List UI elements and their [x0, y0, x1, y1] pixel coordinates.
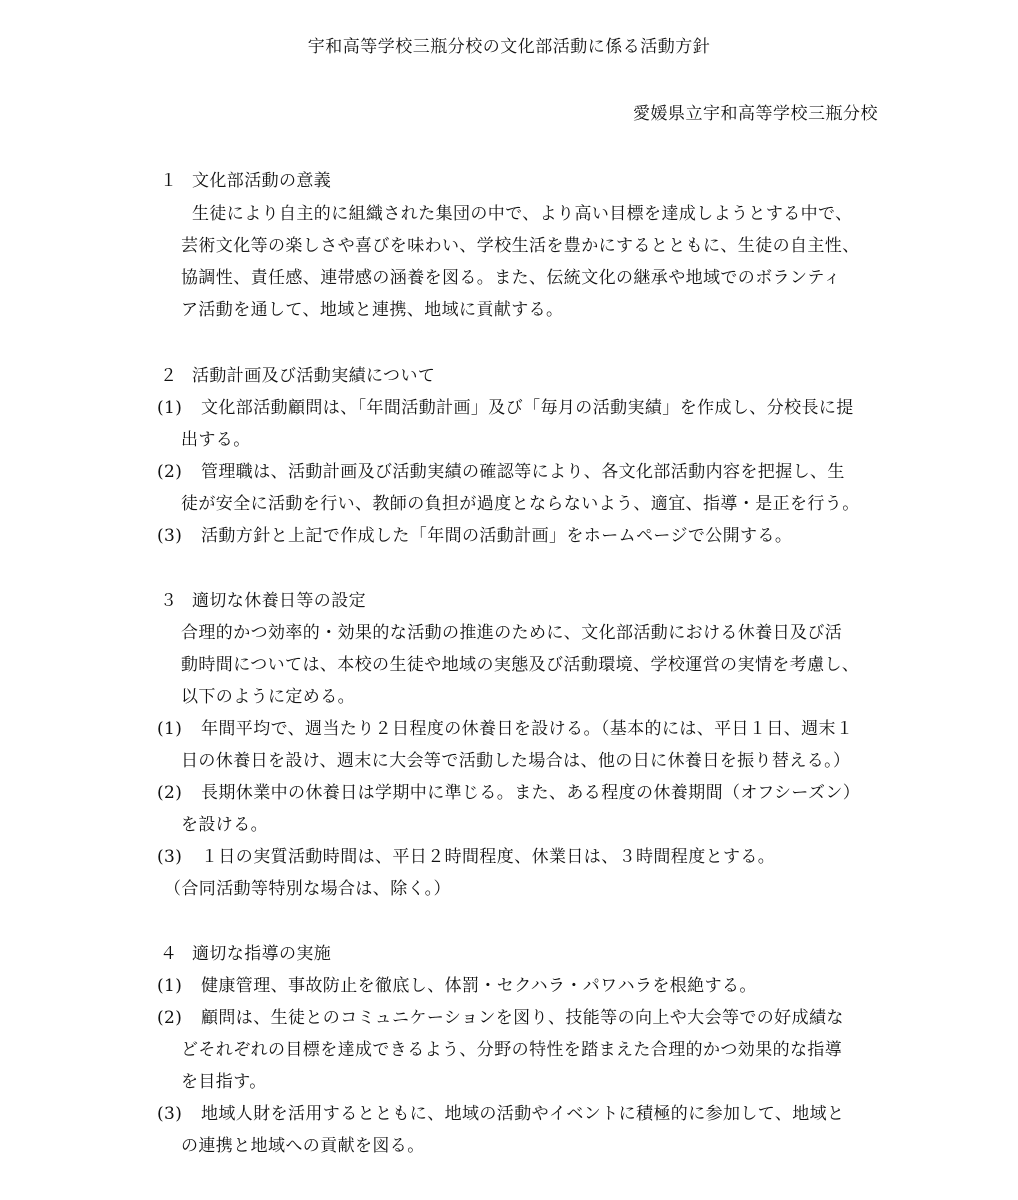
item-continuation: の連携と地域への貢献を図る。 — [181, 1136, 425, 1156]
paragraph-line: 協調性、責任感、連帯感の涵養を図る。また、伝統文化の継承や地域でのボランティ — [181, 268, 841, 288]
item-text: 長期休業中の休養日は学期中に準じる。また、ある程度の休養期間（オフシーズン） — [201, 783, 861, 803]
item-continuation: 日の休養日を設け、週末に大会等で活動した場合は、他の日に休養日を振り替える。） — [181, 751, 851, 771]
list-item — [157, 528, 792, 545]
paragraph-line: 動時間については、本校の生徒や地域の実態及び活動環境、学校運営の実情を考慮し、 — [181, 655, 860, 675]
item-number: (1) — [157, 398, 183, 418]
item-number: (3) — [157, 526, 183, 546]
item-continuation: 出する。 — [181, 430, 251, 450]
item-number: (3) — [157, 847, 183, 867]
list-item — [157, 1106, 844, 1123]
list-item — [157, 785, 860, 802]
list-item — [157, 400, 854, 417]
note-text: （合同活動等特別な場合は、除く。） — [164, 879, 451, 899]
item-number: (2) — [157, 783, 183, 803]
section-title: 適切な休養日等の設定 — [192, 591, 366, 611]
item-number: (1) — [157, 976, 183, 996]
section-number: ４ — [160, 944, 178, 964]
list-item — [157, 721, 853, 738]
section-number: ３ — [160, 591, 178, 611]
section-heading — [160, 368, 435, 385]
paragraph-line: 生徒により自主的に組織された集団の中で、より高い目標を達成しようとする中で、 — [192, 204, 853, 224]
paragraph-line: 以下のように定める。 — [181, 687, 355, 707]
section-title: 文化部活動の意義 — [192, 171, 332, 191]
list-item — [157, 978, 757, 995]
section-number: １ — [160, 171, 178, 191]
item-text: 顧問は、生徒とのコミュニケーションを図り、技能等の向上や大会等での好成績な — [201, 1008, 844, 1028]
section-number: ２ — [160, 366, 178, 386]
item-text: 年間平均で、週当たり２日程度の休養日を設ける。（基本的には、平日１日、週末１ — [201, 719, 854, 739]
section-heading — [160, 593, 366, 610]
item-number: (2) — [157, 1008, 183, 1028]
document-title: 宇和高等学校三瓶分校の文化部活動に係る活動方針 — [307, 37, 711, 57]
section-heading — [160, 946, 331, 963]
item-text: １日の実質活動時間は、平日２時間程度、休業日は、３時間程度とする。 — [201, 847, 776, 867]
item-text: 文化部活動顧問は、「年間活動計画」及び「毎月の活動実績」を作成し、分校長に提 — [201, 398, 854, 418]
section-title: 活動計画及び活動実績について — [192, 366, 436, 386]
list-item — [157, 464, 845, 481]
section-title: 適切な指導の実施 — [192, 944, 332, 964]
section-heading — [160, 173, 331, 190]
paragraph-line: ア活動を通して、地域と連携、地域に貢献する。 — [181, 300, 564, 320]
list-item — [157, 1010, 844, 1027]
item-continuation: どそれぞれの目標を達成できるよう、分野の特性を踏まえた合理的かつ効果的な指導 — [181, 1040, 843, 1060]
item-text: 地域人財を活用するとともに、地域の活動やイベントに積極的に参加して、地域と — [201, 1104, 845, 1124]
paragraph-line: 芸術文化等の楽しさや喜びを味わい、学校生活を豊かにするとともに、生徒の自主性、 — [181, 236, 860, 256]
item-text: 活動方針と上記で作成した「年間の活動計画」をホームページで公開する。 — [201, 526, 793, 546]
organization-name: 愛媛県立宇和高等学校三瓶分校 — [633, 104, 878, 124]
item-number: (1) — [157, 719, 183, 739]
item-continuation: 徒が安全に活動を行い、教師の負担が過度とならないよう、適宜、指導・是正を行う。 — [181, 494, 860, 514]
list-item — [157, 849, 775, 866]
item-continuation: を目指す。 — [181, 1072, 267, 1092]
paragraph-line: 合理的かつ効率的・効果的な活動の推進のために、文化部活動における休養日及び活 — [181, 623, 843, 643]
item-number: (2) — [157, 462, 183, 482]
item-continuation: を設ける。 — [181, 815, 268, 835]
item-text: 管理職は、活動計画及び活動実績の確認等により、各文化部活動内容を把握し、生 — [201, 462, 845, 482]
item-number: (3) — [157, 1104, 183, 1124]
item-text: 健康管理、事故防止を徹底し、体罰・セクハラ・パワハラを根絶する。 — [201, 976, 757, 996]
